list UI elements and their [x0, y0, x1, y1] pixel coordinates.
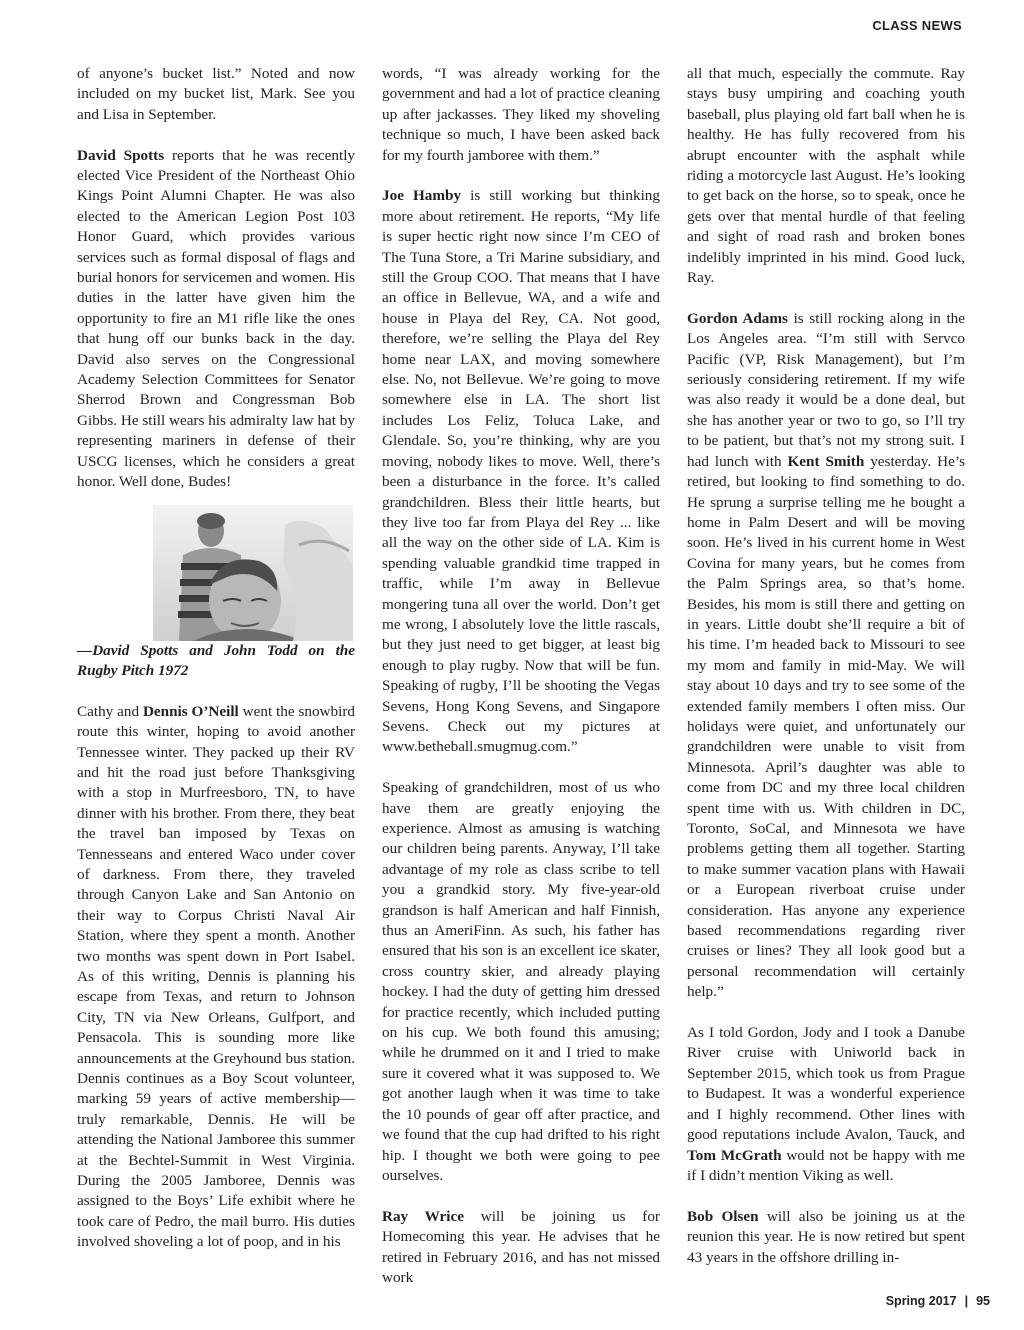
paragraph-dennis-oneill: [77, 702, 355, 1253]
paragraph-text: is still rocking along in the Los Angeles area. “I’m still with Servco Pacific (VP, Risk Management), but I’m seriously considering retirement. If my wife was also ready it would be a done deal, but she has another year or two to go, so I’ll try to be patient, but that’s not my strong suit. I had lunch with: [687, 309, 965, 470]
paragraph-joe-hamby: [382, 186, 660, 757]
person-name: Kent Smith: [787, 452, 865, 470]
paragraph-text: As I told Gordon, Jody and I took a Danube River cruise with Uniworld back in September 2015, which took us from Prague to Budapest. It was a wonderful experience and I highly recommend. Other lines with good reputations include Avalon, Tauck, and: [687, 1024, 965, 1144]
person-name: Bob Olsen: [687, 1207, 759, 1225]
paragraph-text: is still working but thinking more about retirement. He reports, “My life is super hectic right now since I’m CEO of The Tuna Store, a Tri Marine subsidiary, and still the Group COO. That means that I have an office in Bellevue, WA, and a wife and house in Playa del Rey, CA. Not good, therefore, we’re selling the Playa del Rey home near LAX, and moving somewhere else. No, not Bellevue. We’re going to move somewhere else in LA. The short list includes Los Feliz, Toluca Lake, and Glendale. So, you’re thinking, why are you moving, nobody likes to move. Well, there’s been a disturbance in the force. It’s called grandchildren. Bless their little hearts, but they live too far from Playa del Rey ... like all the way on the other side of LA. Kim is spending valuable grandkid time trapped in traffic, while I’m away in Bellevue mongering tuna all over the world. Don’t get me wrong, I absolutely love the little rascals, but they just need to get bigger, at least big enough to play rugby. Now that will be fun. Speaking of rugby, I’ll be shooting the Vegas Sevens, Hong Kong Sevens, and Singapore Sevens. Check out my pictures at www.betheball.smugmug.com.”: [382, 187, 660, 756]
column-3: [687, 64, 965, 1288]
paragraph-ray-wrice: [382, 1207, 660, 1289]
paragraph-david-spotts: [77, 146, 355, 493]
column-2: [382, 64, 660, 1309]
page-footer: [886, 1294, 990, 1308]
rugby-photo: [153, 505, 353, 641]
person-name: Ray Wrice: [382, 1207, 464, 1225]
person-name: Gordon Adams: [687, 309, 788, 327]
person-name: Tom McGrath: [687, 1146, 782, 1164]
paragraph-text: reports that he was recently elected Vice President of the Northeast Ohio Kings Point Alumni Chapter. He was also elected to the American Legion Post 103 Honor Guard, which provides various services such as formal disposal of flags and burial honors for servicemen and women. His duties in the latter have given him the opportunity to fire an M1 rifle like the ones that hung off our bunks back in the day. David also serves on the Congressional Academy Selection Committees for Senator Sherrod Brown and Congressman Bob Gibbs. He still wears his admiralty law hat by representing mariners in defense of their USCG licenses, which he considers a great honor. Well done, Budes!: [77, 146, 356, 491]
paragraph: words, “I was already working for the government and had a lot of practice cleaning up after jackasses. They liked my shoveling technique so much, I have been asked back for my fourth jamboree with them.”: [382, 65, 660, 164]
paragraph-grandchildren: Speaking of grandchildren, most of us who have them are greatly enjoying the experience. Almost as amusing is watching our children being parents. Anyway, I’ll take advantage of my role as class scribe to tell you a grandkid story. My five-year-old grandson is half American and half Finnish, thus an AmeriFinn. As such, his father has ensured that his son is an excellent ice skater, cross country skier, and already playing hockey. I had the duty of getting him dressed for practice recently, which included putting on his cup. We both found this amusing; while he drummed on it and I tried to make sure it covered what it was supposed to. We got another laugh when it was time to take the 10 pounds of gear off after practice, and we found that the cup had drifted to his right hip. I thought we both were going to pee ourselves.: [382, 779, 660, 1184]
photo-caption: —David Spotts and John Todd on the Rugby Pitch 1972: [77, 641, 355, 679]
column-1: [77, 64, 355, 1273]
paragraph: all that much, especially the commute. Ray stays busy umpiring and coaching youth baseball, plus playing old fart ball when he is healthy. He has fully recovered from his abrupt encounter with the asphalt while riding a motorcycle last August. He’s looking to get back on the horse, so to speak, once he gets over that mental hurdle of that feeling and sight of road rash and broken bones indelibly imprinted in his mind. Good luck, Ray.: [687, 65, 965, 287]
footer-separator: |: [964, 1294, 969, 1308]
paragraph: of anyone’s bucket list.” Noted and now included on my bucket list, Mark. See you and Lisa in September.: [77, 65, 355, 123]
paragraph-danube-cruise: [687, 1023, 965, 1186]
paragraph-text: yesterday. He’s retired, but looking to find something to do. He sprung a surprise telling me he bought a home in Palm Desert and will be moving soon. He’s lived in his current home in West Covina for many years, but he comes from the Palm Springs area, so that’s home. Besides, his mom is still there and getting on in years. Little doubt she’ll require a bit of his time. I’m headed back to Missouri to see my mom and family in mid-May. We will stay about 10 days and try to see some of the extended family members I often miss. Our holidays were quiet, and unfortunately our grandchildren were unable to visit from Minnesota. April’s daughter was able to come from DC and my three local children spent time with us. With children in DC, Toronto, SoCal, and Minnesota we have problems getting them all together. Starting to make summer vacation plans with Hawaii or a European riverboat cruise under consideration. Has anyone any experience based recommendations regarding river cruises or lines? They all look good but a personal recommendation will certainly help.”: [687, 452, 965, 1001]
paragraph-bob-olsen: [687, 1207, 965, 1268]
page-number: 95: [976, 1294, 990, 1308]
person-name: Joe Hamby: [382, 187, 462, 205]
paragraph-text: went the snowbird route this winter, hoping to avoid another Tennessee winter. They packed up their RV and hit the road just before Thanksgiving with a stop in Murfreesboro, TN, to have dinner with his brother. From there, they beat the travel ban imposed by Texas on Tennesseans and entered Waco under cover of darkness. From there, they traveled through Canyon Lake and San Antonio on their way to Corpus Christi Naval Air Station, where they spent a month. Another two months was spent down in Port Isabel. As of this writing, Dennis is planning his escape from Texas, and return to Johnson City, TN via New Orleans, Gulfport, and Pensacola. This is sounding more like announcements at the Greyhound bus station. Dennis continues as a Boy Scout volunteer, marking 59 years of active membership—truly remarkable, Dennis. He will be attending the National Jamboree this summer at the Bechtel-Summit in West Virginia. During the 2005 Jamboree, Dennis was assigned to the Boys’ Life exhibit where he took care of Pedro, the mail burro. His duties involved shoveling a lot of poop, and in his: [77, 702, 355, 1251]
paragraph-gordon-adams: [687, 309, 965, 1003]
paragraph-text: would not be happy with me if I didn’t mention Viking as well.: [687, 1146, 965, 1184]
paragraph-text: Cathy and: [77, 702, 143, 720]
paragraph-text: will be joining us for Homecoming this year. He advises that he retired in February 2016, and has not missed work: [382, 1207, 660, 1286]
person-name: Dennis O’Neill: [142, 702, 239, 720]
paragraph-text: will also be joining us at the reunion this year. He is now retired but spent 43 years in the offshore drilling in-: [687, 1207, 965, 1266]
issue-label: Spring 2017: [885, 1294, 957, 1308]
section-header: CLASS NEWS: [872, 18, 962, 33]
rugby-photo-image: [153, 505, 353, 641]
person-name: David Spotts: [77, 146, 165, 164]
